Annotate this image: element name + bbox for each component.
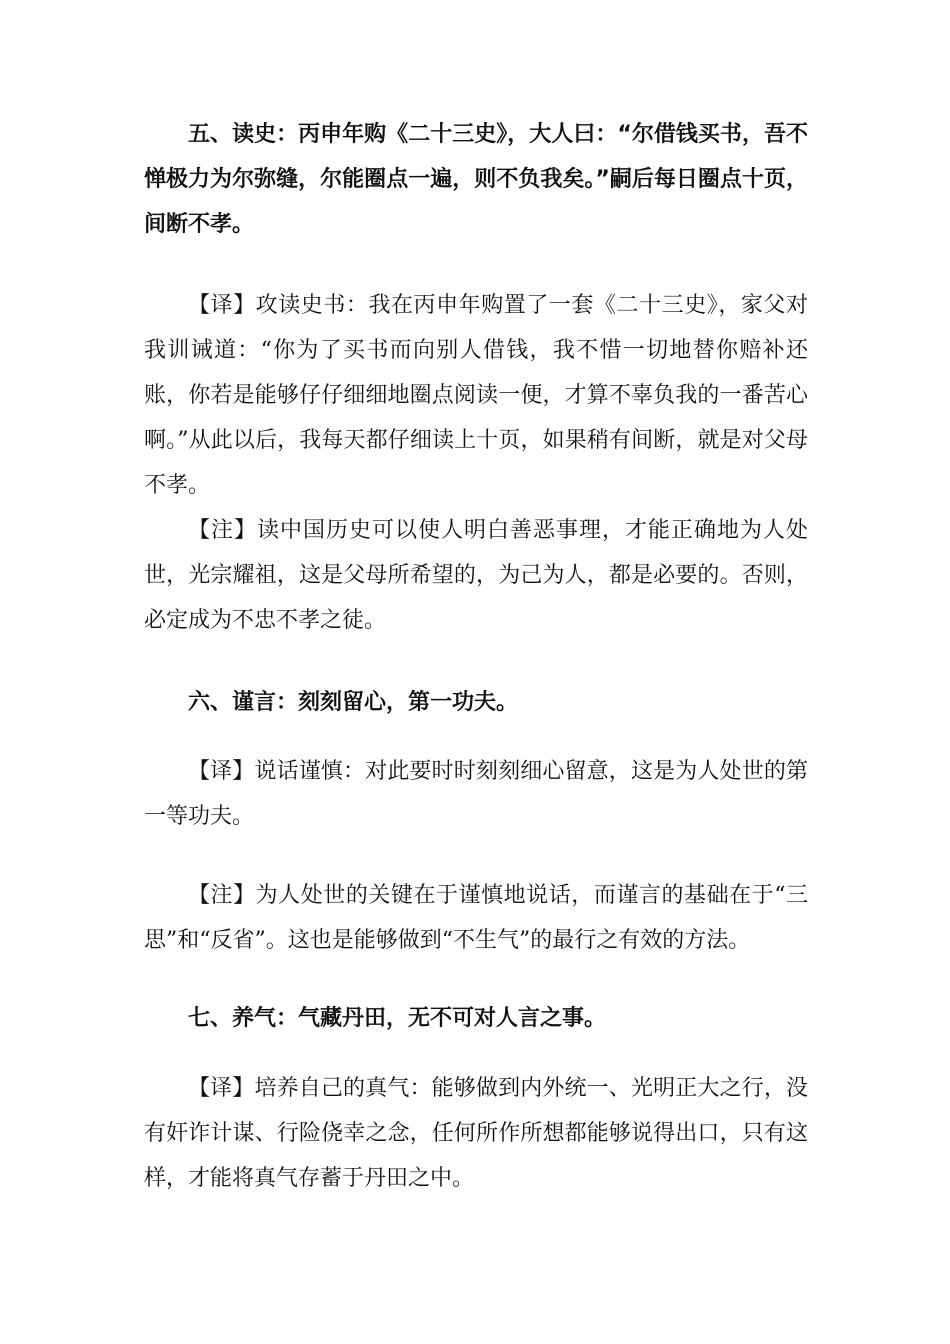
section-heading-careful-speech: 六、谨言：刻刻留心，第一功夫。	[188, 690, 519, 715]
translation-paragraph: 【译】培养自己的真气：能够做到内外统一、光明正大之行，没有奸诈计谋、行险侥幸之念，任何所作所想都能够说得出口，只有这样，才能将真气存蓄于丹田之中。	[144, 1076, 808, 1191]
translation-paragraph: 【译】说话谨慎：对此要时时刻刻细心留意，这是为人处世的第一等功夫。	[144, 759, 808, 829]
section-heading-read-history: 五、读史：丙申年购《二十三史》，大人曰：“尔借钱买书，吾不惮极力为尔弥缝，尔能圈点一遍，则不负我矣。”嗣后每日圈点十页，间断不孝。	[144, 122, 808, 237]
note-paragraph: 【注】为人处世的关键在于谨慎地说话，而谨言的基础在于“三思”和“反省”。这也是能够做到“不生气”的最行之有效的方法。	[144, 883, 808, 953]
translation-paragraph: 【译】攻读史书：我在丙申年购置了一套《二十三史》，家父对我训诫道：“你为了买书而向别人借钱，我不惜一切地替你赔补还账，你若是能够仔仔细细地圈点阅读一便，才算不辜负我的一番苦心啊。”从此以后，我每天都仔细读上十页，如果稍有间断，就是对父母不孝。	[144, 293, 808, 498]
section-heading-cultivate-qi: 七、养气：气藏丹田，无不可对人言之事。	[188, 1006, 607, 1031]
note-paragraph: 【注】读中国历史可以使人明白善恶事理，才能正确地为人处世，光宗耀祖，这是父母所希望的，为己为人，都是必要的。否则，必定成为不忠不孝之徒。	[144, 518, 808, 633]
